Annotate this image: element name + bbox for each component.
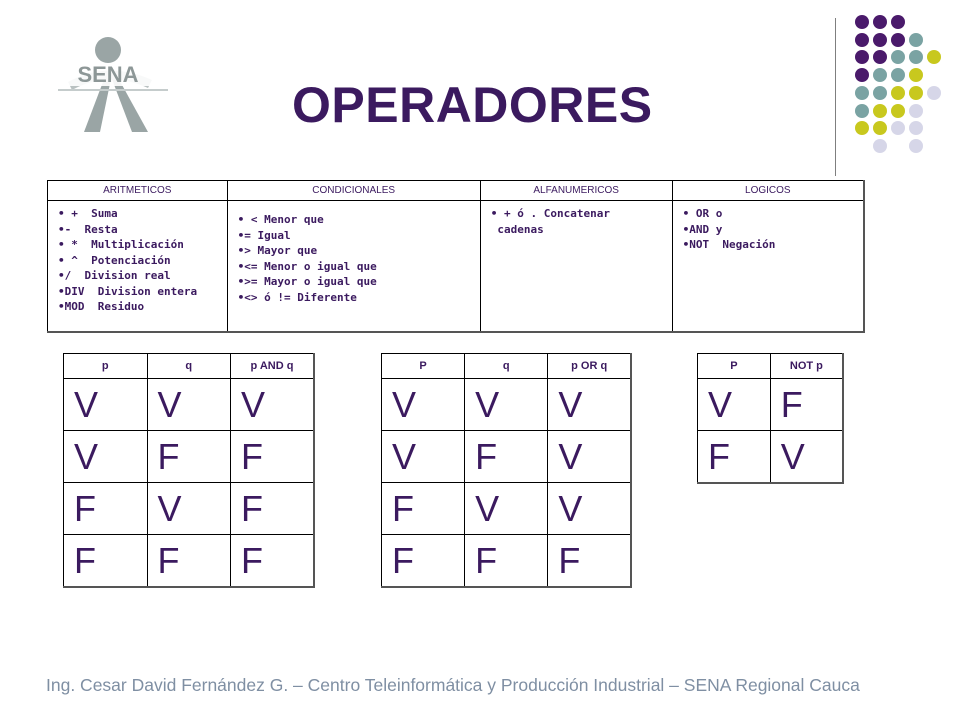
operators-table: [47, 180, 865, 333]
dots-row-8: [873, 139, 923, 153]
operators-body-row: [48, 201, 865, 333]
table-cell: F: [231, 431, 315, 483]
table-cell: F: [770, 379, 843, 431]
dots-row-3: [855, 50, 941, 64]
table-row: [64, 535, 315, 588]
header-condicionales: CONDICIONALES: [227, 181, 480, 201]
table-cell: F: [231, 483, 315, 535]
and-truth-table: [63, 353, 315, 588]
table-cell: F: [147, 431, 231, 483]
or-truth-table: [381, 353, 632, 588]
list-item: • * Multiplicación: [58, 237, 221, 253]
table-header-row: [698, 354, 844, 379]
list-item: • >= Mayor o igual que: [238, 274, 474, 290]
list-item: • NOT Negación: [683, 237, 857, 253]
table-cell: V: [548, 483, 631, 535]
page-title: OPERADORES: [292, 77, 653, 133]
column-header: q: [465, 354, 548, 379]
table-row: [64, 431, 315, 483]
table-row: [64, 483, 315, 535]
table-cell: V: [231, 379, 315, 431]
list-item: • DIV Division entera: [58, 284, 221, 300]
aritmeticos-cell: [48, 201, 228, 333]
condicionales-list: [238, 212, 474, 305]
table-cell: F: [382, 483, 465, 535]
decorative-dot-grid: [0, 0, 960, 170]
dots-row-5: [855, 86, 941, 100]
header-alfanumericos: ALFANUMERICOS: [480, 181, 672, 201]
table-cell: V: [465, 483, 548, 535]
table-row: [382, 535, 632, 588]
dots-row-4: [855, 68, 923, 82]
column-header: NOT p: [770, 354, 843, 379]
dots-row-6: [855, 104, 923, 118]
table-cell: V: [548, 379, 631, 431]
table-cell: F: [698, 431, 771, 484]
table-cell: V: [147, 483, 231, 535]
table-cell: F: [64, 483, 148, 535]
dots-row-7: [855, 121, 923, 135]
table-cell: F: [465, 535, 548, 588]
table-cell: V: [770, 431, 843, 484]
list-item: • <= Menor o igual que: [238, 259, 474, 275]
list-item: • + Suma: [58, 206, 221, 222]
not-truth-table: [697, 353, 844, 484]
column-header: p AND q: [231, 354, 315, 379]
table-row: [382, 379, 632, 431]
table-cell: V: [147, 379, 231, 431]
list-item: • OR o: [683, 206, 857, 222]
alfanumericos-cell: [480, 201, 672, 333]
logo-text: SENA: [77, 62, 139, 87]
column-header: p: [64, 354, 148, 379]
list-item: • ^ Potenciación: [58, 253, 221, 269]
list-item: • - Resta: [58, 222, 221, 238]
condicionales-cell: [227, 201, 480, 333]
table-cell: F: [64, 535, 148, 588]
table-cell: V: [382, 379, 465, 431]
table-row: [698, 431, 844, 484]
logicos-cell: [672, 201, 864, 333]
header-logicos: LOGICOS: [672, 181, 864, 201]
list-item: • + ó . Concatenar cadenas: [491, 206, 666, 237]
table-cell: F: [147, 535, 231, 588]
logicos-list: [683, 206, 857, 253]
table-cell: V: [698, 379, 771, 431]
table-header-row: [382, 354, 632, 379]
dots-row-2: [855, 33, 923, 47]
table-row: [64, 379, 315, 431]
table-cell: F: [231, 535, 315, 588]
list-item: • MOD Residuo: [58, 299, 221, 315]
divider-line: [835, 18, 836, 176]
table-header-row: [64, 354, 315, 379]
footer-credit: Ing. Cesar David Fernández G. – Centro Teleinformática y Producción Industrial – SENA Regional Cauca: [46, 675, 860, 695]
table-cell: F: [465, 431, 548, 483]
list-item: • <> ó != Diferente: [238, 290, 474, 306]
table-cell: V: [64, 379, 148, 431]
aritmeticos-list: [58, 206, 221, 315]
column-header: p OR q: [548, 354, 631, 379]
table-cell: F: [548, 535, 631, 588]
operators-header-row: [48, 181, 865, 201]
header-aritmeticos: ARITMETICOS: [48, 181, 228, 201]
list-item: • < Menor que: [238, 212, 474, 228]
table-row: [698, 379, 844, 431]
table-cell: V: [548, 431, 631, 483]
list-item: • / Division real: [58, 268, 221, 284]
table-cell: V: [465, 379, 548, 431]
list-item: • = Igual: [238, 228, 474, 244]
table-cell: V: [64, 431, 148, 483]
table-row: [382, 483, 632, 535]
table-cell: F: [382, 535, 465, 588]
dots-row-1: [855, 15, 905, 29]
alfanumericos-list: [491, 206, 666, 237]
list-item: • > Mayor que: [238, 243, 474, 259]
table-row: [382, 431, 632, 483]
table-cell: V: [382, 431, 465, 483]
column-header: P: [698, 354, 771, 379]
list-item: • AND y: [683, 222, 857, 238]
column-header: P: [382, 354, 465, 379]
column-header: q: [147, 354, 231, 379]
